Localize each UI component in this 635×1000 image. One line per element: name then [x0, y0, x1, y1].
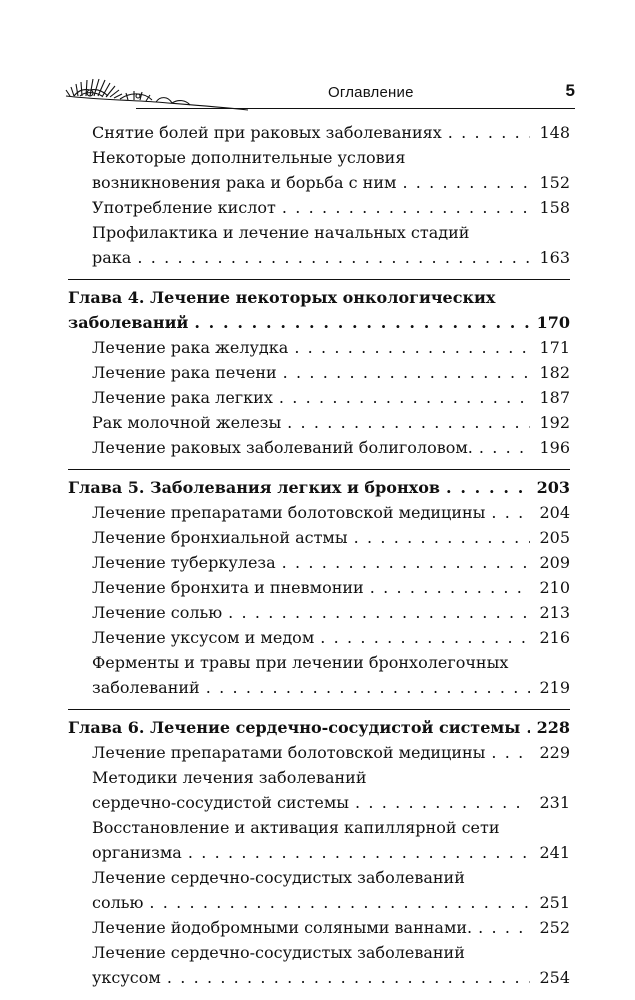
dot-leader: [282, 550, 530, 575]
entry-leader-line: [92, 790, 570, 815]
entry-page-number: 229: [539, 743, 570, 762]
entry-page-number: 213: [539, 603, 570, 622]
entry-leader-line: [92, 575, 570, 600]
toc-entry[interactable]: [92, 625, 570, 650]
entry-title: заболеваний: [68, 313, 189, 332]
toc-entry[interactable]: [92, 120, 570, 145]
entry-title: Лечение солью: [92, 603, 223, 622]
entry-page-number: 241: [539, 843, 570, 862]
dot-leader: [194, 310, 530, 335]
toc-entry[interactable]: [92, 360, 570, 385]
entry-page-number: 219: [539, 678, 570, 697]
dot-leader: [354, 525, 530, 550]
chapter-heading[interactable]: [68, 285, 570, 335]
page-number: 5: [565, 81, 575, 100]
header-title: Оглавление: [328, 84, 414, 101]
entry-leader-line: [92, 360, 570, 385]
chapter-section: [68, 709, 570, 990]
entry-page-number: 182: [539, 363, 570, 382]
entry-page-number: 158: [539, 198, 570, 217]
toc-entry[interactable]: [92, 525, 570, 550]
dot-leader: [478, 915, 530, 940]
entry-leader-line: [92, 335, 570, 360]
toc-entry[interactable]: [92, 865, 570, 915]
toc-entry[interactable]: [92, 815, 570, 865]
entry-title-line: Лечение сердечно-сосудистых заболеваний: [92, 868, 465, 887]
entry-page-number: 203: [536, 478, 570, 497]
entry-title: Лечение уксусом и медом: [92, 628, 315, 647]
entry-title: организма: [92, 843, 182, 862]
entry-page-number: 210: [539, 578, 570, 597]
entry-page-number: 228: [536, 718, 570, 737]
dot-leader: [282, 195, 530, 220]
toc-entry[interactable]: [92, 940, 570, 990]
entry-title: Глава 6. Лечение сердечно-сосудистой системы: [68, 718, 521, 737]
entry-leader-line: [92, 385, 570, 410]
toc-entry[interactable]: [92, 550, 570, 575]
entry-leader-line: [68, 310, 570, 335]
dot-leader: [287, 410, 530, 435]
entry-leader-line: [92, 120, 570, 145]
entry-leader-line: [92, 170, 570, 195]
entry-page-number: 209: [539, 553, 570, 572]
entry-page-number: 252: [539, 918, 570, 937]
entry-page-number: 205: [539, 528, 570, 547]
toc-entry[interactable]: [92, 145, 570, 195]
dot-leader: [206, 675, 530, 700]
toc-entry[interactable]: [92, 650, 570, 700]
entry-page-number: 196: [539, 438, 570, 457]
entry-page-number: 148: [539, 123, 570, 142]
entry-leader-line: [92, 965, 570, 990]
entry-leader-line: [92, 915, 570, 940]
chapter-section: [68, 279, 570, 460]
entry-title: Лечение йодобромными соляными ваннами.: [92, 918, 473, 937]
entry-title: Лечение туберкулеза: [92, 553, 276, 572]
entry-page-number: 192: [539, 413, 570, 432]
entry-page-number: 170: [536, 313, 570, 332]
toc-entry[interactable]: [92, 600, 570, 625]
entry-title: Употребление кислот: [92, 198, 276, 217]
toc-entry[interactable]: [92, 765, 570, 815]
entry-title: Лечение рака печени: [92, 363, 277, 382]
entry-leader-line: [68, 715, 570, 740]
dot-leader: [448, 120, 530, 145]
entry-title-line: Профилактика и лечение начальных стадий: [92, 223, 470, 242]
dot-leader: [320, 625, 530, 650]
dot-leader: [283, 360, 530, 385]
toc-entry[interactable]: [92, 915, 570, 940]
entry-leader-line: [68, 475, 570, 500]
dot-leader: [491, 740, 530, 765]
dot-leader: [167, 965, 530, 990]
entry-title: возникновения рака и борьба с ним: [92, 173, 397, 192]
toc-entry[interactable]: [92, 575, 570, 600]
flower-ornament-icon: [60, 66, 250, 112]
entry-leader-line: [92, 195, 570, 220]
table-of-contents: [68, 120, 570, 990]
entry-title-line: Глава 4. Лечение некоторых онкологических: [68, 288, 496, 307]
entry-leader-line: [92, 675, 570, 700]
dot-leader: [149, 890, 530, 915]
toc-entry[interactable]: [92, 500, 570, 525]
entry-leader-line: [92, 550, 570, 575]
toc-entry[interactable]: [92, 335, 570, 360]
chapter-heading[interactable]: [68, 715, 570, 740]
entry-leader-line: [92, 840, 570, 865]
entry-title-line: Восстановление и активация капиллярной сети: [92, 818, 500, 837]
entry-page-number: 187: [539, 388, 570, 407]
toc-entry[interactable]: [92, 410, 570, 435]
header-divider: [136, 108, 575, 109]
dot-leader: [188, 840, 530, 865]
entry-title: Лечение препаратами болотовской медицины: [92, 743, 486, 762]
entry-title: заболеваний: [92, 678, 200, 697]
entry-leader-line: [92, 890, 570, 915]
entry-title: Лечение бронхиальной астмы: [92, 528, 348, 547]
entry-title: уксусом: [92, 968, 161, 987]
entry-leader-line: [92, 245, 570, 270]
entry-title-line: Методики лечения заболеваний: [92, 768, 367, 787]
entry-title: Глава 5. Заболевания легких и бронхов: [68, 478, 440, 497]
entry-title: солью: [92, 893, 144, 912]
dot-leader: [446, 475, 530, 500]
toc-entry[interactable]: [92, 435, 570, 460]
entry-title-line: Некоторые дополнительные условия: [92, 148, 406, 167]
chapter-heading[interactable]: [68, 475, 570, 500]
dot-leader: [491, 500, 530, 525]
entry-title-line: Лечение сердечно-сосудистых заболеваний: [92, 943, 465, 962]
dot-leader: [479, 435, 530, 460]
entry-page-number: 254: [539, 968, 570, 987]
entry-title: рака: [92, 248, 132, 267]
entry-title: Лечение препаратами болотовской медицины: [92, 503, 486, 522]
entry-page-number: 251: [539, 893, 570, 912]
entry-title: Лечение рака легких: [92, 388, 273, 407]
dot-leader: [137, 245, 530, 270]
entry-page-number: 231: [539, 793, 570, 812]
entry-leader-line: [92, 500, 570, 525]
entry-page-number: 152: [539, 173, 570, 192]
running-header: [60, 66, 575, 116]
entry-title: сердечно-сосудистой системы: [92, 793, 350, 812]
entry-leader-line: [92, 625, 570, 650]
entry-title: Лечение рака желудка: [92, 338, 289, 357]
entry-title: Лечение раковых заболеваний болиголовом.: [92, 438, 473, 457]
entry-leader-line: [92, 435, 570, 460]
entry-leader-line: [92, 740, 570, 765]
toc-entry[interactable]: [92, 220, 570, 270]
dot-leader: [279, 385, 530, 410]
entry-title-line: Ферменты и травы при лечении бронхолегочных: [92, 653, 509, 672]
entry-title: Рак молочной железы: [92, 413, 282, 432]
toc-entry[interactable]: [92, 740, 570, 765]
toc-entry[interactable]: [92, 385, 570, 410]
entry-title: Лечение бронхита и пневмонии: [92, 578, 364, 597]
entry-page-number: 163: [539, 248, 570, 267]
dot-leader: [370, 575, 530, 600]
dot-leader: [228, 600, 530, 625]
chapter-section: [68, 469, 570, 700]
dot-leader: [355, 790, 530, 815]
dot-leader: [402, 170, 530, 195]
entry-leader-line: [92, 410, 570, 435]
dot-leader: [526, 715, 530, 740]
entry-leader-line: [92, 525, 570, 550]
entry-page-number: 216: [539, 628, 570, 647]
entry-leader-line: [92, 600, 570, 625]
entry-title: Снятие болей при раковых заболеваниях: [92, 123, 442, 142]
entry-page-number: 171: [539, 338, 570, 357]
toc-entry[interactable]: [92, 195, 570, 220]
entry-page-number: 204: [539, 503, 570, 522]
dot-leader: [294, 335, 530, 360]
